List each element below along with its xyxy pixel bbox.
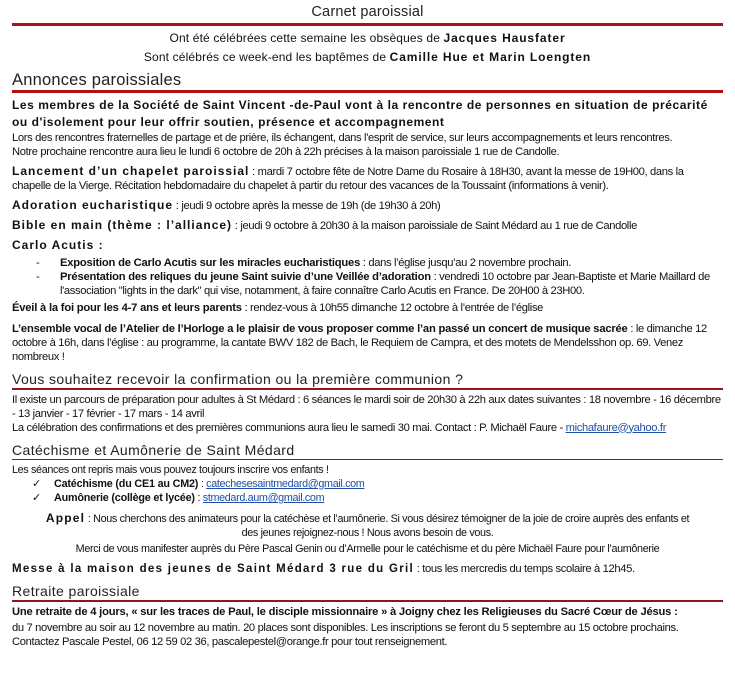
- carnet-title: Carnet paroissial: [311, 4, 424, 20]
- annonces-section: [12, 70, 723, 364]
- catechisme-email-link[interactable]: catechesesaintmedard@gmail.com: [206, 478, 365, 490]
- contact-email-link[interactable]: michafaure@yahoo.fr: [565, 421, 667, 434]
- retraite-lead: Une retraite de 4 jours, « sur les traces de Paul, le disciple missionnaire » à Joigny chez les Religieuses du Sacré Cœur de Jésus :: [12, 605, 678, 618]
- carlo-announcement: [12, 238, 723, 298]
- baptemes-text: Sont célébrés ce week-end les baptêmes de: [143, 50, 390, 64]
- obseques-name: Jacques Hausfater: [443, 31, 566, 45]
- svp-announcement: [12, 97, 723, 159]
- messe-jeunes: [12, 562, 723, 576]
- list-item: [32, 477, 723, 491]
- list-item: [36, 256, 723, 270]
- appel-text: : Nous cherchons des animateurs pour la catéchèse et l’aumônerie. Si vous désirez témoigner de la joie de croire auprès des enfants et des jeunes rejoignez-nous ! Nous avons besoin de vous.: [85, 513, 690, 539]
- bible-announcement: [12, 218, 723, 233]
- baptemes-line: [12, 48, 723, 67]
- concert-announcement: [12, 322, 723, 364]
- catechisme-list: [12, 477, 723, 505]
- checkmark-icon: ✓: [32, 492, 41, 504]
- chapelet-text: mardi 7 octobre fête de Notre Dame du Rosaire à 18H30, avant la messe de 19H00, dans la chapelle de la Vierge. Récitation hebdomadaire du chapelet à partir du retour des vacances de la Toussaint (informations à venir).: [12, 166, 684, 192]
- catechisme-section: [12, 441, 723, 577]
- separator: :: [232, 220, 241, 232]
- confirmation-celebration: [12, 421, 723, 435]
- eveil-text: : rendez-vous à 10h55 dimanche 12 octobre à l’entrée de l’église: [241, 302, 544, 314]
- carlo-label: Carlo Acutis :: [12, 238, 104, 252]
- obseques-text: Ont été célébrées cette semaine les obsèques de: [169, 31, 444, 45]
- bible-text: jeudi 9 octobre à 20h30 à la maison paroissiale de Saint Médard au 1 rue de Candolle: [240, 220, 637, 232]
- annonces-title: Annonces paroissiales: [12, 71, 182, 89]
- retraite-title: Retraite paroissiale: [12, 583, 140, 599]
- svp-line-2: Notre prochaine rencontre aura lieu le lundi 6 octobre de 20h à 22h précises à la maison paroissiale 1 rue de Candolle.: [12, 146, 560, 158]
- eveil-label: Éveil à la foi pour les 4-7 ans et leurs parents: [12, 302, 242, 314]
- concert-label: L’ensemble vocal de l’Atelier de l’Horloge a le plaisir de vous proposer comme l’an passé un concert de musique sacrée: [12, 323, 628, 335]
- celebration-text: La célébration des confirmations et des premières communions aura lieu le samedi 30 mai. Contact : P. Michaël Faure -: [12, 421, 566, 434]
- dash-bullet-icon: -: [36, 271, 40, 283]
- appel-paragraph: [12, 511, 723, 540]
- list-item: [32, 491, 723, 505]
- obseques-line: [12, 29, 723, 48]
- separator: :: [173, 200, 182, 212]
- messe-label: Messe à la maison des jeunes de Saint Médard 3 rue du Gril: [12, 563, 414, 575]
- chapelet-label: Lancement d’un chapelet paroissial: [12, 164, 250, 178]
- section-divider: [12, 459, 723, 461]
- section-divider: [12, 23, 723, 26]
- chapelet-announcement: [12, 164, 723, 193]
- confirmation-title: Vous souhaitez recevoir la confirmation ou la première communion ?: [12, 371, 464, 387]
- bible-label: Bible en main (thème : l’alliance): [12, 218, 233, 232]
- adoration-text: jeudi 9 octobre après la messe de 19h (de 19h30 à 20h): [181, 200, 441, 212]
- section-divider: [12, 90, 723, 93]
- concert-text: : le dimanche 12 octobre à 16h, dans l’église : au programme, la cantate BWV 182 de Bach, le Requiem de Campra, et des motets de Mendelsshon op. 69. Venez nombreux !: [12, 323, 707, 363]
- confirmation-dates: Il existe un parcours de préparation pour adultes à St Médard : 6 séances le mardi soir de 20h30 à 22h aux dates suivantes : 18 novembre - 16 décembre - 13 janvier - 17 février - 17 mars - 14 avril: [12, 393, 721, 420]
- retraite-text: du 7 novembre au soir au 12 novembre au matin. 20 places sont disponibles. Les inscriptions se feront du 5 septembre au 15 octobre prochains. Contactez Pascale Pestel, 06 12 59 02 36, pascalepestel@orange.fr pour tout renseignement.: [12, 621, 679, 648]
- catechisme-intro: Les séances ont repris mais vous pouvez toujours inscrire vos enfants !: [12, 464, 329, 476]
- appel-label: Appel: [45, 511, 86, 525]
- retraite-section: [12, 582, 723, 649]
- eveil-announcement: [12, 301, 723, 315]
- separator: :: [194, 492, 203, 504]
- aumonerie-email-link[interactable]: stmedard.aum@gmail.com: [202, 492, 325, 504]
- adoration-label: Adoration eucharistique: [12, 198, 174, 212]
- section-divider: [12, 600, 723, 602]
- list-item: [36, 270, 723, 298]
- dash-bullet-icon: -: [36, 257, 40, 269]
- carlo-item-text: : dans l’église jusqu’au 2 novembre prochain.: [360, 257, 572, 269]
- carlo-list: [12, 256, 723, 298]
- confirmation-section: [12, 370, 723, 435]
- carlo-item-bold: Présentation des reliques du jeune Saint suivie d’une Veillée d’adoration: [60, 271, 431, 283]
- baptemes-names: Camille Hue et Marin Loengten: [389, 50, 592, 64]
- checkmark-icon: ✓: [32, 478, 41, 490]
- carnet-section: [12, 0, 723, 67]
- svp-lead: Les membres de la Société de Saint Vincent -de-Paul vont à la rencontre de personnes en situation de précarité ou d'isolement pour leur offrir soutien, présence et accompagnement: [12, 98, 708, 129]
- adoration-announcement: [12, 198, 723, 213]
- section-divider: [12, 388, 723, 390]
- merci-line: Merci de vous manifester auprès du Père Pascal Genin ou d’Armelle pour le catéchisme et du père Michaël Faure pour l’aumônerie: [75, 543, 660, 555]
- catechisme-item-label: Catéchisme (du CE1 au CM2): [54, 478, 199, 490]
- svp-line-1: Lors des rencontres fraternelles de partage et de prière, ils échangent, dans l'esprit de service, sur leurs accompagnements et leurs rencontres.: [12, 132, 673, 144]
- carlo-item-bold: Exposition de Carlo Acutis sur les miracles eucharistiques: [60, 257, 361, 269]
- separator: :: [198, 478, 207, 490]
- messe-text: : tous les mercredis du temps scolaire à 12h45.: [413, 563, 635, 575]
- separator: :: [249, 166, 258, 178]
- carlo-item-text: : vendredi 10 octobre par Jean-Baptiste et Marie Maillard de l'association "lights in the dark" qui vise, notamment, à faire connaître Carlo Acutis en France. De 20H00 à 23H00.: [60, 271, 710, 297]
- catechisme-title: Catéchisme et Aumônerie de Saint Médard: [12, 441, 295, 458]
- aumonerie-item-label: Aumônerie (collège et lycée): [54, 492, 195, 504]
